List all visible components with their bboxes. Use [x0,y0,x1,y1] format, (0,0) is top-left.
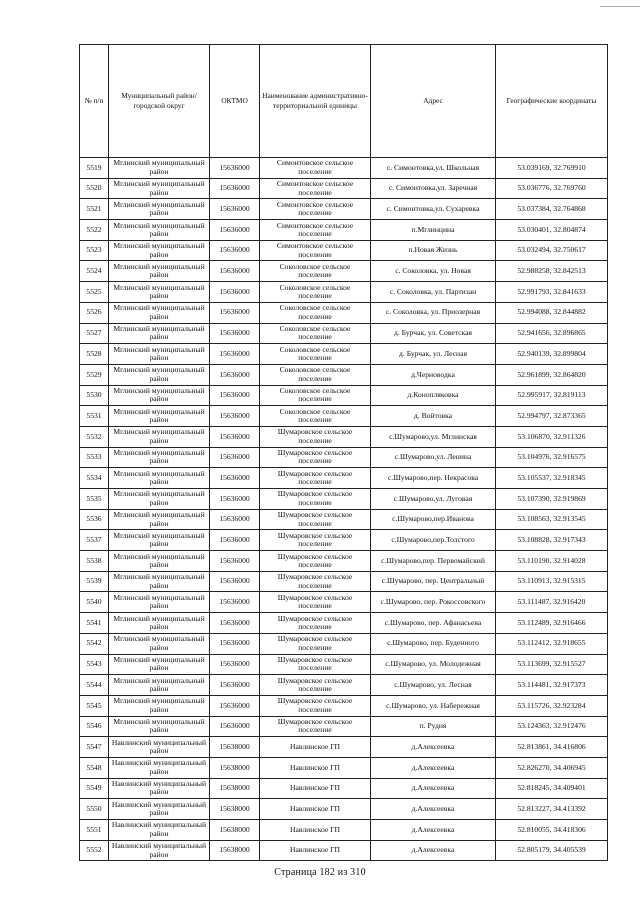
table-row [80,240,608,261]
table-row [80,447,608,468]
cell-coords: 53.104976, 32.916575 [496,447,608,468]
cell-num: 5545 [80,695,109,716]
cell-district: Мглинский муниципальный район [109,613,210,634]
cell-address: д. Бурчак, ул. Советская [371,323,496,344]
cell-num: 5535 [80,489,109,510]
cell-num: 5529 [80,364,109,385]
table-row [80,820,608,841]
table-row [80,840,608,861]
cell-oktmo: 15638000 [210,799,260,820]
cell-coords: 53.115726, 32.923284 [496,695,608,716]
cell-coords: 52.994797, 32.873365 [496,406,608,427]
cell-num: 5536 [80,509,109,530]
cell-unit: Симонтовское сельское поселение [260,220,371,241]
cell-coords: 52.813861, 34.416806 [496,737,608,758]
cell-unit: Шумаровское сельское поселение [260,675,371,696]
cell-oktmo: 15636000 [210,695,260,716]
table-row [80,302,608,323]
cell-num: 5524 [80,261,109,282]
cell-num: 5542 [80,633,109,654]
cell-address: с.Шумарово,пер. Некрасова [371,468,496,489]
cell-address: д.Алексеевка [371,820,496,841]
cell-coords: 53.105537, 32.918345 [496,468,608,489]
cell-coords: 53.110913, 32.915315 [496,571,608,592]
cell-oktmo: 15638000 [210,778,260,799]
cell-address: д.Алексеевка [371,757,496,778]
cell-coords: 52.940139, 32.899804 [496,344,608,365]
cell-oktmo: 15638000 [210,840,260,861]
cell-unit: Навлинское ГП [260,820,371,841]
cell-coords: 52.994088, 32.844882 [496,302,608,323]
cell-unit: Симонтовское сельское поселение [260,178,371,199]
cell-district: Мглинский муниципальный район [109,695,210,716]
cell-oktmo: 15636000 [210,613,260,634]
cell-address: с.Шумарово, ул. Набережная [371,695,496,716]
cell-unit: Шумаровское сельское поселение [260,426,371,447]
header-num: № п/п [80,45,109,158]
cell-coords: 53.039169, 32.769910 [496,158,608,179]
cell-coords: 52.813227, 34.413392 [496,799,608,820]
cell-district: Мглинский муниципальный район [109,592,210,613]
cell-num: 5541 [80,613,109,634]
cell-num: 5527 [80,323,109,344]
cell-num: 5530 [80,385,109,406]
cell-address: д.Конопляковка [371,385,496,406]
cell-district: Мглинский муниципальный район [109,489,210,510]
cell-district: Навлинский муниципальный район [109,757,210,778]
cell-district: Навлинский муниципальный район [109,778,210,799]
header-oktmo: ОКТМО [210,45,260,158]
table-row [80,468,608,489]
cell-oktmo: 15636000 [210,240,260,261]
header-coords: Географические координаты [496,45,608,158]
cell-num: 5525 [80,282,109,303]
cell-address: д.Алексеевка [371,737,496,758]
cell-num: 5549 [80,778,109,799]
cell-unit: Симонтовское сельское поселение [260,199,371,220]
cell-district: Навлинский муниципальный район [109,820,210,841]
table-row [80,220,608,241]
scan-edge-line [600,6,640,7]
table-row [80,737,608,758]
cell-oktmo: 15636000 [210,571,260,592]
table-row [80,757,608,778]
cell-coords: 52.961899, 32.864820 [496,364,608,385]
table-row [80,799,608,820]
cell-district: Мглинский муниципальный район [109,344,210,365]
cell-num: 5552 [80,840,109,861]
table-row [80,406,608,427]
cell-district: Мглинский муниципальный район [109,240,210,261]
cell-oktmo: 15638000 [210,757,260,778]
header-district: Муниципальный район/городской округ [109,45,210,158]
table-row [80,199,608,220]
cell-district: Мглинский муниципальный район [109,282,210,303]
cell-num: 5521 [80,199,109,220]
cell-address: д.Алексеевка [371,840,496,861]
cell-unit: Шумаровское сельское поселение [260,654,371,675]
cell-district: Мглинский муниципальный район [109,447,210,468]
cell-num: 5523 [80,240,109,261]
cell-coords: 53.107390, 32.919869 [496,489,608,510]
table-row [80,178,608,199]
cell-coords: 53.114481, 32.917373 [496,675,608,696]
table-row [80,385,608,406]
cell-unit: Соколовское сельское поселение [260,282,371,303]
cell-oktmo: 15636000 [210,178,260,199]
cell-coords: 53.108563, 32.913545 [496,509,608,530]
registry-table [79,44,608,861]
cell-oktmo: 15636000 [210,530,260,551]
cell-coords: 52.991793, 32.841633 [496,282,608,303]
cell-address: с.Шумарово,ул. Мглинская [371,426,496,447]
cell-coords: 52.995917, 32.819113 [496,385,608,406]
cell-coords: 53.111487, 32.916420 [496,592,608,613]
cell-oktmo: 15636000 [210,426,260,447]
table-row [80,426,608,447]
cell-unit: Навлинское ГП [260,840,371,861]
table-row [80,323,608,344]
cell-num: 5522 [80,220,109,241]
cell-district: Мглинский муниципальный район [109,199,210,220]
cell-coords: 52.805179, 34.405539 [496,840,608,861]
cell-coords: 53.030401, 32.804874 [496,220,608,241]
table-row [80,592,608,613]
cell-oktmo: 15636000 [210,468,260,489]
cell-oktmo: 15636000 [210,199,260,220]
cell-coords: 53.113699, 32.915527 [496,654,608,675]
cell-oktmo: 15636000 [210,261,260,282]
cell-unit: Соколовское сельское поселение [260,364,371,385]
cell-address: с. Соколовка, ул. Партизан [371,282,496,303]
cell-district: Мглинский муниципальный район [109,675,210,696]
cell-district: Мглинский муниципальный район [109,468,210,489]
cell-coords: 52.988258, 32.842513 [496,261,608,282]
cell-district: Мглинский муниципальный район [109,551,210,572]
cell-address: с.Шумарово,пер.Иванова [371,509,496,530]
cell-unit: Соколовское сельское поселение [260,344,371,365]
cell-oktmo: 15636000 [210,220,260,241]
cell-unit: Соколовское сельское поселение [260,385,371,406]
cell-address: с.Шумарово, пер. Рокоссовского [371,592,496,613]
cell-address: с.Шумарово,ул. Луговая [371,489,496,510]
cell-address: с.Шумарово, пер. Афанасьева [371,613,496,634]
cell-unit: Шумаровское сельское поселение [260,592,371,613]
cell-address: с.Шумарово, пер. Центральный [371,571,496,592]
table-row [80,344,608,365]
cell-address: д.Черноводка [371,364,496,385]
cell-address: д.Алексеевка [371,799,496,820]
cell-district: Мглинский муниципальный район [109,364,210,385]
cell-oktmo: 15636000 [210,654,260,675]
cell-unit: Навлинское ГП [260,757,371,778]
cell-district: Мглинский муниципальный район [109,406,210,427]
cell-district: Мглинский муниципальный район [109,302,210,323]
table-row [80,675,608,696]
cell-district: Мглинский муниципальный район [109,385,210,406]
cell-district: Навлинский муниципальный район [109,799,210,820]
cell-unit: Шумаровское сельское поселение [260,613,371,634]
cell-district: Мглинский муниципальный район [109,220,210,241]
cell-unit: Шумаровское сельское поселение [260,468,371,489]
cell-unit: Соколовское сельское поселение [260,261,371,282]
cell-address: с.Шумарово,ул. Ленина [371,447,496,468]
cell-address: п.Мглинцина [371,220,496,241]
cell-address: с. Симонтовка,ул. Заречная [371,178,496,199]
cell-unit: Шумаровское сельское поселение [260,571,371,592]
cell-address: д.Алексеевка [371,778,496,799]
cell-district: Мглинский муниципальный район [109,654,210,675]
cell-oktmo: 15638000 [210,820,260,841]
cell-num: 5546 [80,716,109,737]
cell-district: Мглинский муниципальный район [109,323,210,344]
header-row [80,45,608,158]
cell-oktmo: 15636000 [210,675,260,696]
cell-address: д. Бурчак, ул. Лесная [371,344,496,365]
table-row [80,551,608,572]
cell-unit: Шумаровское сельское поселение [260,633,371,654]
cell-coords: 52.818245, 34.409401 [496,778,608,799]
table-row [80,364,608,385]
cell-coords: 52.810055, 34.418306 [496,820,608,841]
cell-num: 5532 [80,426,109,447]
cell-num: 5543 [80,654,109,675]
cell-unit: Шумаровское сельское поселение [260,489,371,510]
cell-num: 5540 [80,592,109,613]
cell-unit: Шумаровское сельское поселение [260,509,371,530]
cell-district: Мглинский муниципальный район [109,716,210,737]
table-row [80,282,608,303]
cell-address: п.Новая Жизнь [371,240,496,261]
cell-num: 5534 [80,468,109,489]
cell-oktmo: 15636000 [210,509,260,530]
cell-unit: Соколовское сельское поселение [260,323,371,344]
cell-unit: Шумаровское сельское поселение [260,695,371,716]
table-row [80,261,608,282]
cell-coords: 53.110190, 32.914028 [496,551,608,572]
cell-num: 5539 [80,571,109,592]
cell-unit: Шумаровское сельское поселение [260,716,371,737]
table-row [80,778,608,799]
cell-unit: Шумаровское сельское поселение [260,530,371,551]
cell-coords: 53.037384, 32.764868 [496,199,608,220]
cell-num: 5520 [80,178,109,199]
cell-unit: Симонтовское сельское поселение [260,158,371,179]
table-row [80,530,608,551]
cell-oktmo: 15636000 [210,158,260,179]
cell-num: 5519 [80,158,109,179]
cell-address: с. Соколовка, ул. Новая [371,261,496,282]
cell-unit: Навлинское ГП [260,799,371,820]
cell-coords: 52.941656, 32.896865 [496,323,608,344]
cell-oktmo: 15636000 [210,282,260,303]
cell-num: 5551 [80,820,109,841]
cell-num: 5550 [80,799,109,820]
table-row [80,654,608,675]
cell-oktmo: 15636000 [210,302,260,323]
cell-unit: Шумаровское сельское поселение [260,551,371,572]
table-row [80,695,608,716]
table-row [80,716,608,737]
cell-unit: Навлинское ГП [260,778,371,799]
cell-district: Мглинский муниципальный район [109,509,210,530]
cell-district: Мглинский муниципальный район [109,261,210,282]
cell-address: с. Соколовка, ул. Приозерная [371,302,496,323]
cell-oktmo: 15636000 [210,447,260,468]
cell-num: 5537 [80,530,109,551]
cell-district: Мглинский муниципальный район [109,571,210,592]
table-row [80,571,608,592]
cell-oktmo: 15638000 [210,737,260,758]
cell-unit: Соколовское сельское поселение [260,302,371,323]
cell-district: Мглинский муниципальный район [109,530,210,551]
cell-address: с.Шумарово,пер. Первомайский [371,551,496,572]
cell-district: Навлинский муниципальный район [109,737,210,758]
cell-oktmo: 15636000 [210,633,260,654]
cell-district: Мглинский муниципальный район [109,426,210,447]
table-row [80,613,608,634]
cell-oktmo: 15636000 [210,344,260,365]
cell-unit: Шумаровское сельское поселение [260,447,371,468]
table-row [80,509,608,530]
cell-address: д. Войтовка [371,406,496,427]
cell-oktmo: 15636000 [210,592,260,613]
header-unit: Наименование административно-территориальной единицы [260,45,371,158]
cell-coords: 53.032494, 32.750617 [496,240,608,261]
table-row [80,633,608,654]
cell-district: Мглинский муниципальный район [109,633,210,654]
cell-num: 5528 [80,344,109,365]
cell-coords: 53.124363, 32.912476 [496,716,608,737]
cell-oktmo: 15636000 [210,323,260,344]
cell-address: с.Шумарово, пер. Буденного [371,633,496,654]
cell-unit: Симонтовское сельское поселение [260,240,371,261]
cell-address: с.Шумарово, ул. Молодежная [371,654,496,675]
cell-oktmo: 15636000 [210,364,260,385]
cell-num: 5548 [80,757,109,778]
cell-address: с. Симонтовка,ул. Школьная [371,158,496,179]
cell-unit: Соколовское сельское поселение [260,406,371,427]
table-row [80,158,608,179]
cell-oktmo: 15636000 [210,551,260,572]
cell-num: 5533 [80,447,109,468]
page-counter: Страница 182 из 310 [274,867,366,878]
cell-coords: 53.108828, 32.917343 [496,530,608,551]
cell-oktmo: 15636000 [210,716,260,737]
header-address: Адрес [371,45,496,158]
cell-district: Мглинский муниципальный район [109,178,210,199]
cell-address: п. Рудня [371,716,496,737]
cell-coords: 53.112489, 32.916466 [496,613,608,634]
cell-num: 5547 [80,737,109,758]
cell-oktmo: 15636000 [210,406,260,427]
cell-num: 5544 [80,675,109,696]
cell-num: 5538 [80,551,109,572]
cell-coords: 52.826270, 34.406945 [496,757,608,778]
cell-address: с. Симонтовка,ул. Сухаревка [371,199,496,220]
cell-oktmo: 15636000 [210,385,260,406]
cell-district: Навлинский муниципальный район [109,840,210,861]
cell-coords: 53.106870, 32.911326 [496,426,608,447]
cell-num: 5531 [80,406,109,427]
cell-num: 5526 [80,302,109,323]
cell-coords: 53.036776, 32.769760 [496,178,608,199]
cell-coords: 53.112412, 32.918655 [496,633,608,654]
cell-address: с.Шумарово,пер.Толстого [371,530,496,551]
cell-district: Мглинский муниципальный район [109,158,210,179]
cell-address: с.Шумарово, ул. Лесная [371,675,496,696]
cell-oktmo: 15636000 [210,489,260,510]
table-row [80,489,608,510]
cell-unit: Навлинское ГП [260,737,371,758]
